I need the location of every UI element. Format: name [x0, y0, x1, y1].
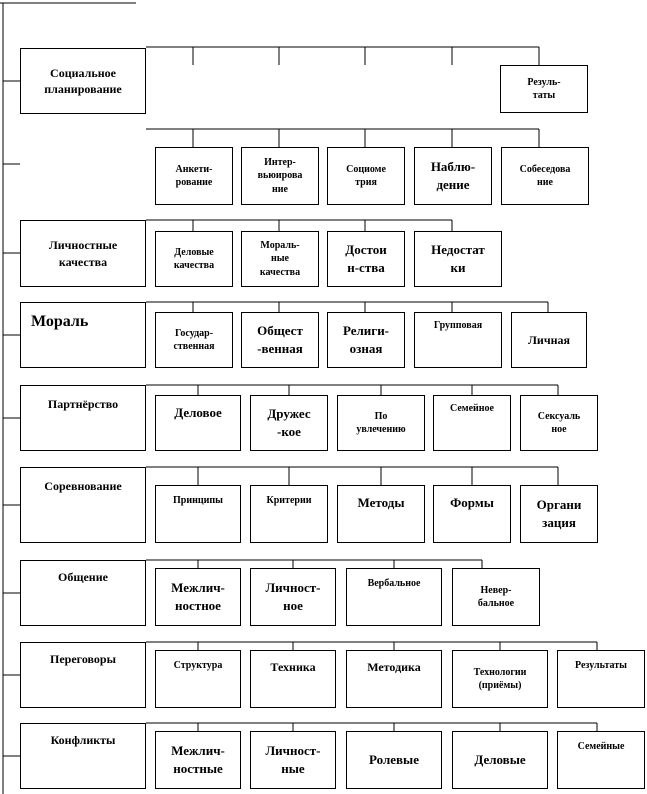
section-box-competition: Соревнование	[20, 467, 146, 543]
section-box-conflicts: Конфликты	[20, 723, 146, 789]
item-box-business-partnership: Деловое	[155, 395, 241, 451]
item-box-merits: Достои н-ства	[327, 231, 405, 287]
item-box-results: Результаты	[557, 650, 645, 708]
item-box-personal-conflicts: Личност- ные	[250, 731, 336, 789]
item-box-family-conflicts: Семейные	[557, 731, 645, 789]
item-box-personal-communication: Личност- ное	[250, 568, 336, 626]
item-box-interpersonal-conflicts: Межлич- ностные	[155, 731, 241, 789]
item-box-personal: Личная	[511, 312, 587, 368]
item-box-business-conflicts: Деловые	[452, 731, 548, 789]
item-box-observation: Наблю- дение	[414, 147, 492, 205]
item-box-sexual: Сексуаль ное	[520, 395, 598, 451]
item-box-role-conflicts: Ролевые	[346, 731, 442, 789]
item-box-technique: Техника	[250, 650, 336, 708]
item-box-principles: Принципы	[155, 485, 241, 543]
section-box-partnership: Партнёрство	[20, 385, 146, 451]
section-box-communication: Общение	[20, 560, 146, 626]
item-box-moral-qualities: Мораль- ные качества	[241, 231, 319, 287]
item-box-public: Общест -венная	[241, 312, 319, 368]
item-box-friendly: Дружес -кое	[250, 395, 328, 451]
item-box-sociometry: Социоме трия	[327, 147, 405, 205]
item-box-group: Групповая	[414, 312, 502, 368]
section-box-social-planning: Социальное планирование	[20, 48, 146, 114]
item-box-state: Государ- ственная	[155, 312, 233, 368]
item-box-verbal: Вербальное	[346, 568, 442, 626]
item-box-structure: Структура	[155, 650, 241, 708]
section-box-personal-qualities: Личностные качества	[20, 220, 146, 287]
item-box-demerits: Недостат ки	[414, 231, 502, 287]
item-box-by-hobby: По увлечению	[337, 395, 425, 451]
item-box-methods: Методы	[337, 485, 425, 543]
item-box-conversation: Собеседова ние	[501, 147, 589, 205]
item-box-questionnaire: Анкети- рование	[155, 147, 233, 205]
section-box-morality: Мораль	[20, 302, 146, 368]
item-box-business-qualities: Деловые качества	[155, 231, 233, 287]
item-box-technologies: Технологии (приёмы)	[452, 650, 548, 708]
item-box-forms: Формы	[433, 485, 511, 543]
item-box-nonverbal: Невер- бальное	[452, 568, 540, 626]
section-box-negotiations: Переговоры	[20, 642, 146, 708]
item-box-interpersonal: Межлич- ностное	[155, 568, 241, 626]
item-box-methodology: Методика	[346, 650, 442, 708]
item-box-family-partnership: Семейное	[433, 395, 511, 451]
item-box-interview: Интер- вьюирова ние	[241, 147, 319, 205]
item-box-religious: Религи- озная	[327, 312, 405, 368]
item-box-results: Резуль- таты	[500, 65, 588, 113]
item-box-organization: Органи зация	[520, 485, 598, 543]
item-box-criteria: Критерии	[250, 485, 328, 543]
